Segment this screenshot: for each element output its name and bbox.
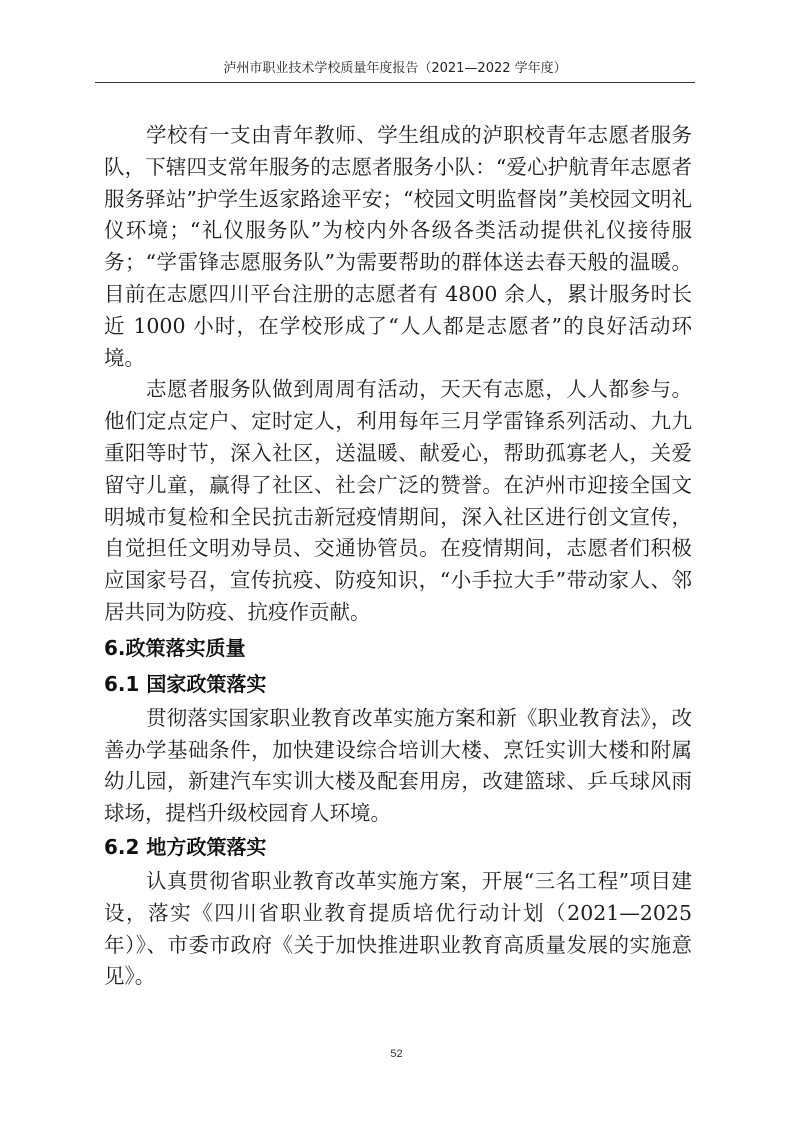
running-header: 泸州市职业技术学校质量年度报告（2021—2022 学年度） — [223, 61, 567, 76]
paragraph-volunteer-activities: 志愿者服务队做到周周有活动，天天有志愿，人人都参与。他们定点定户、定时定人，利用每年三月学雷锋系列活动、九九重阳等时节，深入社区，送温暖、献爱心，帮助孤寡老人，关爱留守儿童，赢得了社区、社会广泛的赞誉。在泸州市迎接全国文明城市复检和全民抗击新冠疫情期间，深入社区进行创文宣传，自觉担任文明劝导员、交通协管员。在疫情期间，志愿者们积极应国家号召，宣传抗疫、防疫知识，“小手拉大手”带动家人、邻居共同为防疫、抗疫作贡献。 — [104, 377, 692, 624]
header-rule — [95, 82, 695, 83]
paragraph-local-policy: 认真贯彻省职业教育改革实施方案，开展“三名工程”项目建设，落实《四川省职业教育提质培优行动计划（2021—2025 年）》、市委市政府《关于加快推进职业教育高质量发展的实施意见》。 — [104, 868, 692, 989]
subsection-heading-local: 6.2 地方政策落实 — [104, 834, 267, 859]
page-number: 52 — [390, 1048, 403, 1060]
section-heading-policy: 6.政策落实质量 — [104, 635, 246, 660]
body-text — [104, 120, 692, 993]
paragraph-national-policy: 贯彻落实国家职业教育改革实施方案和新《职业教育法》，改善办学基础条件，加快建设综合培训大楼、烹饪实训大楼和附属幼儿园，新建汽车实训大楼及配套用房，改建篮球、乒乓球风雨球场，提档升级校园育人环境。 — [104, 705, 692, 826]
subsection-heading-national: 6.1 国家政策落实 — [104, 671, 267, 696]
paragraph-volunteer-team: 学校有一支由青年教师、学生组成的泸职校青年志愿者服务队，下辖四支常年服务的志愿者服务小队：“爱心护航青年志愿者服务驿站”护学生返家路途平安；“校园文明监督岗”美校园文明礼仪环境；“礼仪服务队”为校内外各级各类活动提供礼仪接待服务；“学雷锋志愿服务队”为需要帮助的群体送去春天般的温暖。目前在志愿四川平台注册的志愿者有 4800 余人，累计服务时长近 1000 小时，在学校形成了“人人都是志愿者”的良好活动环境。 — [104, 123, 692, 370]
